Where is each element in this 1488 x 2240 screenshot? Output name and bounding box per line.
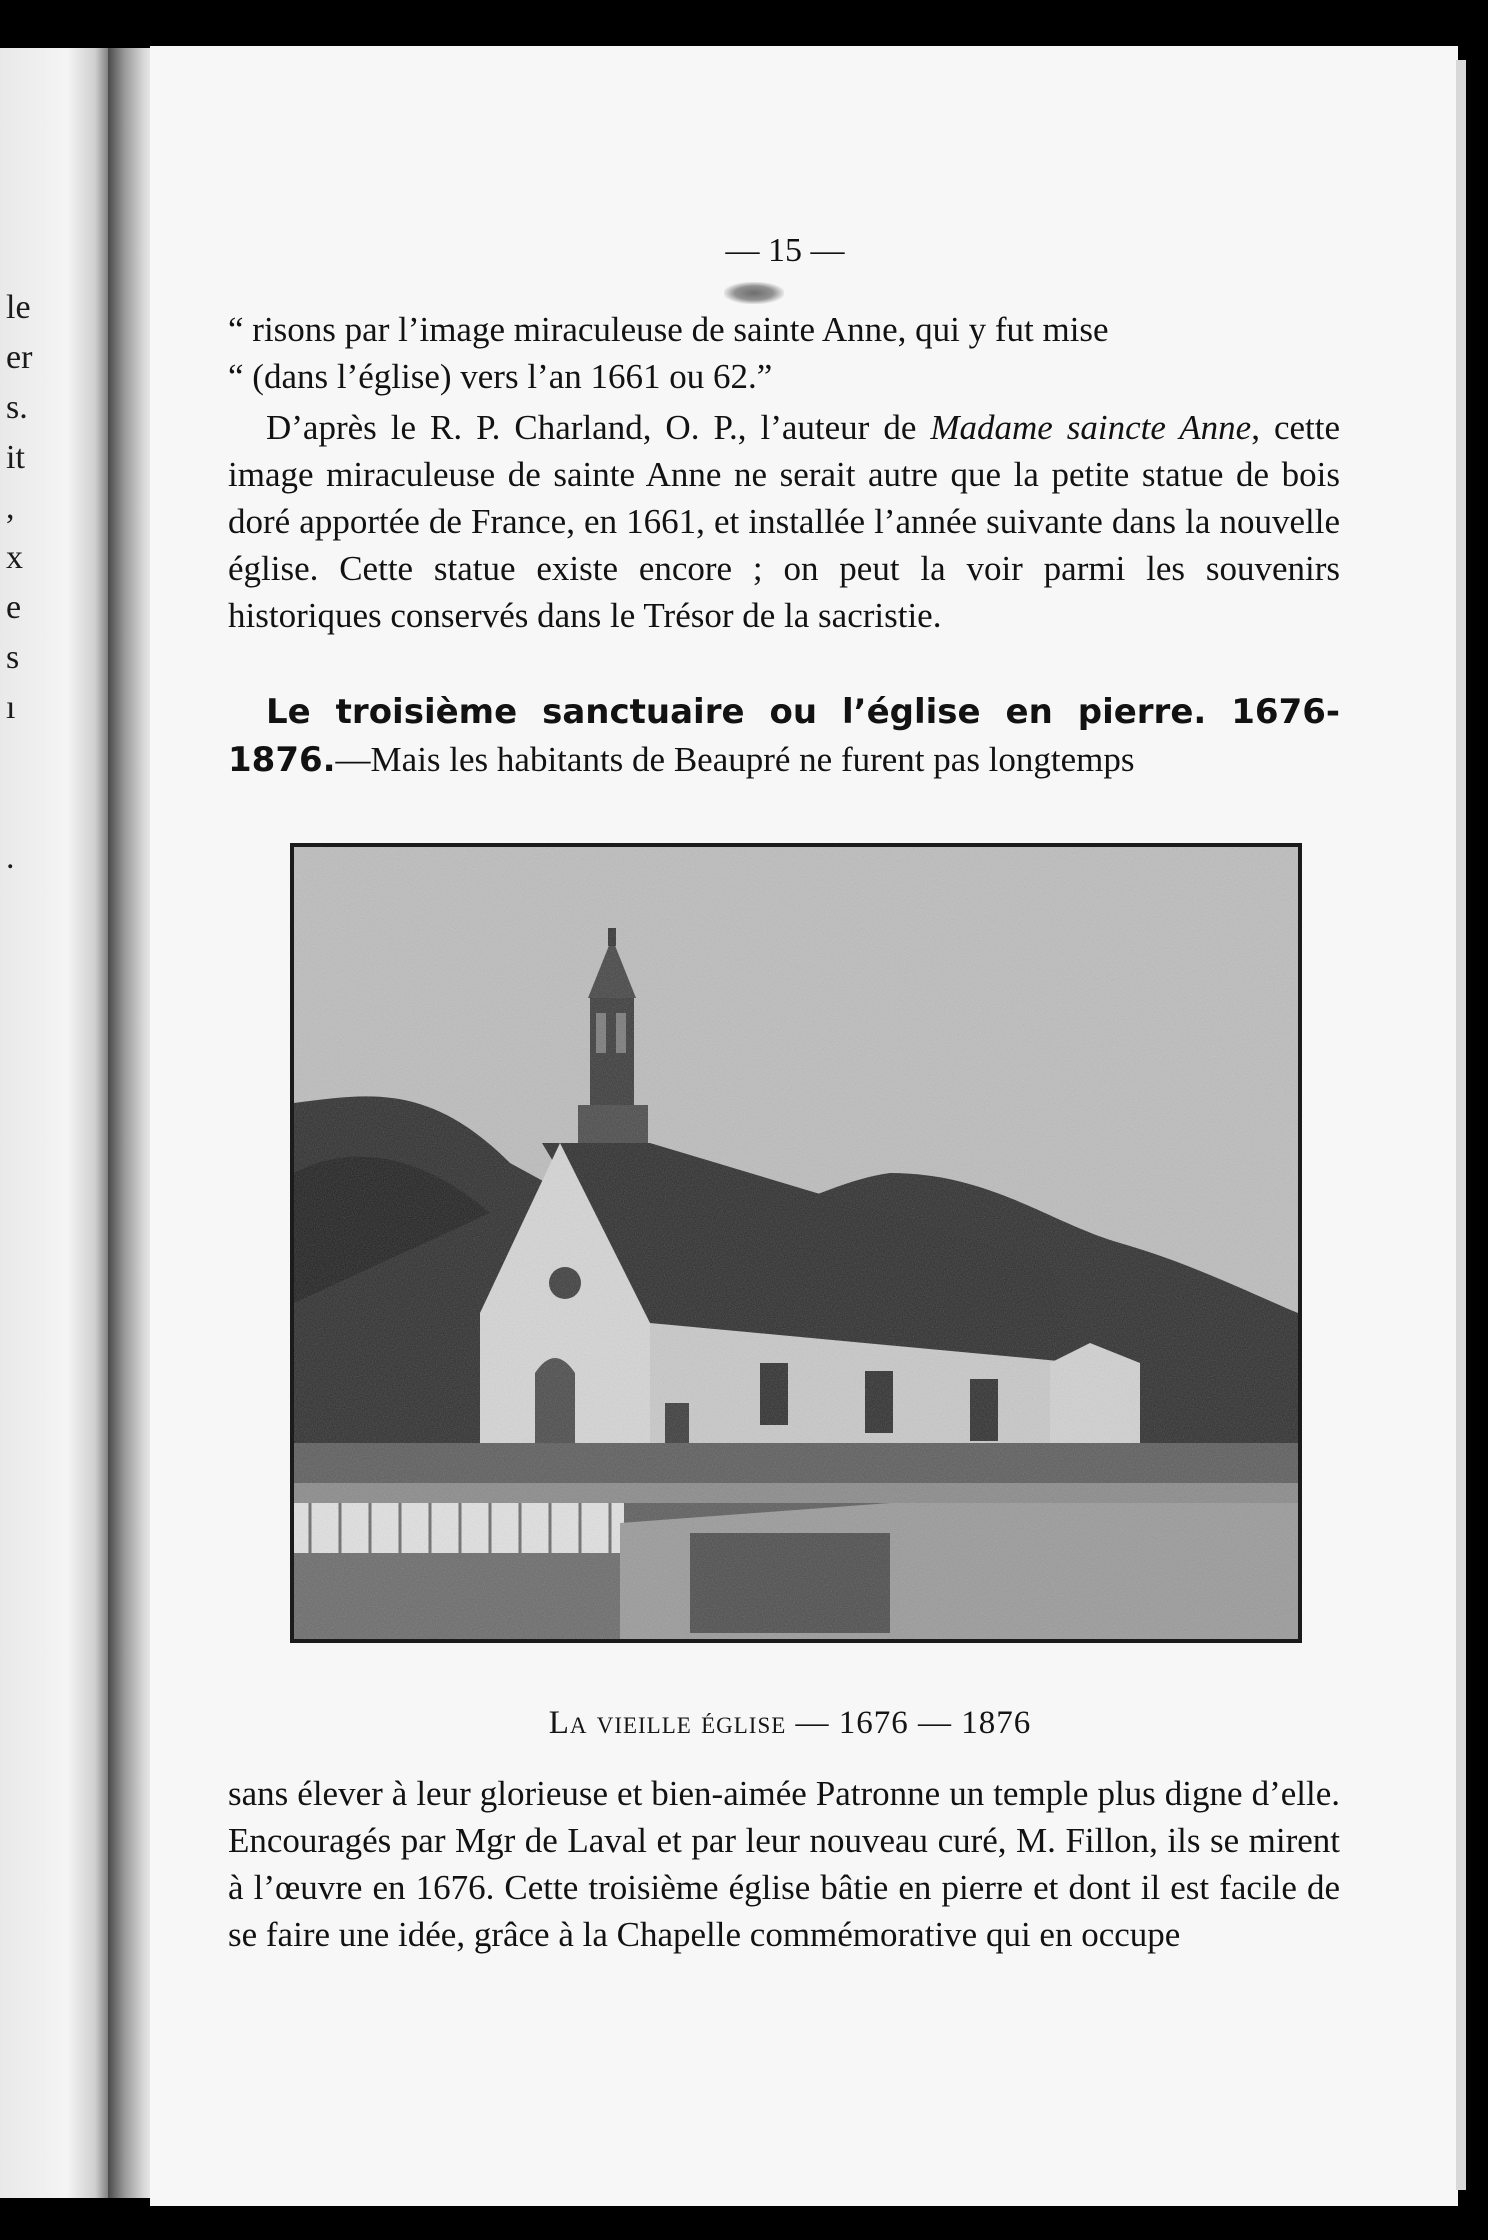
- paragraph-text: , cette image miraculeuse de sainte Anne ne serait autre que la petite statue de bois doré apportée de France, en 1661, et installée l’année suivante dans la nouvelle église. Cette statue existe encore ; on peut la voir parmi les souvenirs historiques conservés dans le Trésor de la sacristie.: [228, 408, 1340, 635]
- left-page-fragment: s.: [6, 389, 28, 426]
- caption-text: La vieille église — 1676 — 1876: [548, 1705, 1032, 1741]
- photo-grain: [294, 847, 1298, 1639]
- paragraph-text: —Mais les habitants de Beaupré ne furent pas longtemps: [335, 740, 1135, 779]
- quote-paragraph: [228, 306, 1340, 400]
- book-title: Madame saincte Anne: [930, 408, 1252, 447]
- left-page-edge: [0, 48, 112, 2198]
- left-page-fragment: ,: [6, 489, 15, 526]
- book-gutter: [108, 48, 156, 2198]
- charland-paragraph: [228, 404, 1340, 639]
- left-page-fragment: le: [6, 289, 31, 326]
- section-paragraph: [228, 688, 1340, 784]
- church-photograph: [290, 843, 1302, 1643]
- closing-paragraph: [228, 1770, 1340, 1958]
- paragraph-text: sans élever à leur glorieuse et bien-aimée Patronne un temple plus digne d’elle. Encouragés par Mgr de Laval et par leur nouveau curé, M. Fillon, ils se mirent à l’œuvre en 1676. Cette troisième église bâtie en pierre et dont il est facile de se faire une idée, grâce à la Chapelle commémorative qui en occupe: [228, 1774, 1340, 1954]
- left-page-fragment: er: [6, 339, 33, 376]
- ink-smudge: [724, 282, 784, 304]
- section-heading: Le troisième sanctuaire ou l’église en pierre. 1676-1876.: [228, 692, 1340, 780]
- quote-line: “ risons par l’image miraculeuse de sainte Anne, qui y fut mise: [228, 310, 1109, 349]
- left-page-fragment: s: [6, 639, 20, 676]
- page-number: — 15 —: [725, 232, 845, 269]
- left-page-fragment: e: [6, 589, 22, 626]
- photo-caption: [470, 1705, 1110, 1742]
- left-page-fragment: x: [6, 539, 23, 576]
- quote-line: “ (dans l’église) vers l’an 1661 ou 62.”: [228, 357, 773, 396]
- paragraph-text: D’après le R. P. Charland, O. P., l’auteur de: [266, 408, 931, 447]
- left-page-fragment: it: [6, 439, 25, 476]
- left-page-fragment: .: [6, 839, 15, 876]
- left-page-fragment: ı: [6, 689, 16, 726]
- page-edge: [1456, 60, 1466, 2190]
